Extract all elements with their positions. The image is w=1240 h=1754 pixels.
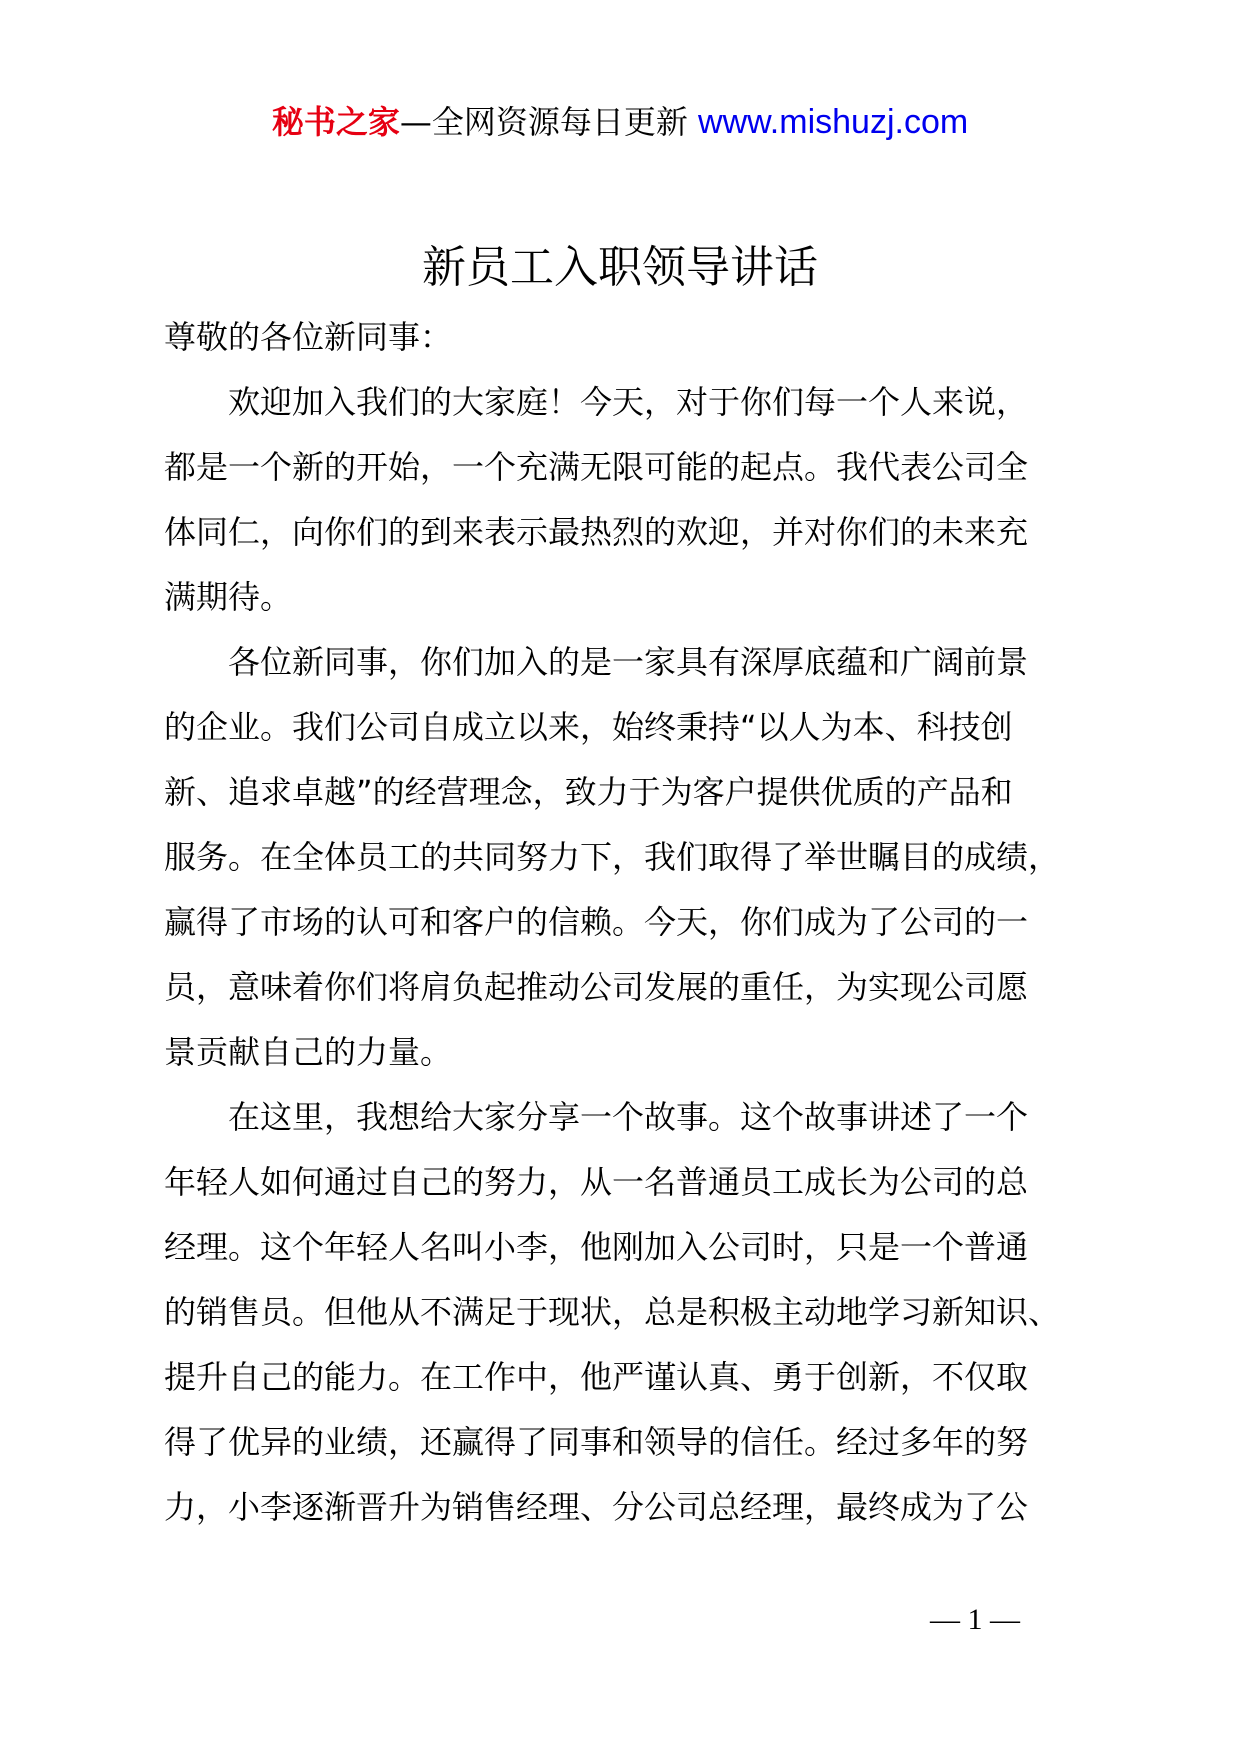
paragraph-line: 赢得了市场的认可和客户的信赖。今天，你们成为了公司的一	[164, 903, 1029, 941]
paragraph-line: 新、追求卓越”的经营理念，致力于为客户提供优质的产品和	[164, 773, 1013, 811]
paragraph-line: 欢迎加入我们的大家庭！今天，对于你们每一个人来说，	[228, 383, 1029, 421]
paragraph-line: 提升自己的能力。在工作中，他严谨认真、勇于创新，不仅取	[164, 1358, 1029, 1396]
paragraph-line: 员，意味着你们将肩负起推动公司发展的重任，为实现公司愿	[164, 968, 1029, 1006]
paragraph-line: 年轻人如何通过自己的努力，从一名普通员工成长为公司的总	[164, 1163, 1029, 1201]
paragraph-line: 的销售员。但他从不满足于现状，总是积极主动地学习新知识、	[164, 1293, 1061, 1331]
paragraph-line: 满期待。	[164, 578, 293, 616]
paragraph-line: 服务。在全体员工的共同努力下，我们取得了举世瞩目的成绩，	[164, 838, 1061, 876]
paragraph-line: 在这里，我想给大家分享一个故事。这个故事讲述了一个	[228, 1098, 1029, 1136]
document-body	[164, 305, 1084, 1540]
brand-name: 秘书之家	[271, 103, 400, 141]
paragraph-line: 各位新同事，你们加入的是一家具有深厚底蕴和广阔前景	[228, 643, 1029, 681]
paragraph-welcome	[164, 370, 1084, 630]
paragraph-line: 体同仁，向你们的到来表示最热烈的欢迎，并对你们的未来充	[164, 513, 1029, 551]
paragraph-line: 都是一个新的开始，一个充满无限可能的起点。我代表公司全	[164, 448, 1029, 486]
paragraph-line: 经理。这个年轻人名叫小李，他刚加入公司时，只是一个普通	[164, 1228, 1029, 1266]
site-url-link[interactable]: www.mishuzj.com	[698, 103, 969, 141]
paragraph-company	[164, 630, 1084, 1085]
paragraph-line: 力，小李逐渐晋升为销售经理、分公司总经理，最终成为了公	[164, 1488, 1029, 1526]
site-header	[0, 100, 1240, 144]
paragraph-line: 得了优异的业绩，还赢得了同事和领导的信任。经过多年的努	[164, 1423, 1029, 1461]
paragraph-story	[164, 1085, 1084, 1540]
page-number: — 1 —	[930, 1603, 1020, 1636]
greeting-line: 尊敬的各位新同事：	[164, 318, 453, 356]
paragraph-line: 的企业。我们公司自成立以来，始终秉持“以人为本、科技创	[164, 708, 1013, 746]
paragraph-line: 景贡献自己的力量。	[164, 1033, 453, 1071]
header-slogan: —全网资源每日更新	[399, 103, 688, 141]
document-title: 新员工入职领导讲话	[422, 242, 818, 293]
